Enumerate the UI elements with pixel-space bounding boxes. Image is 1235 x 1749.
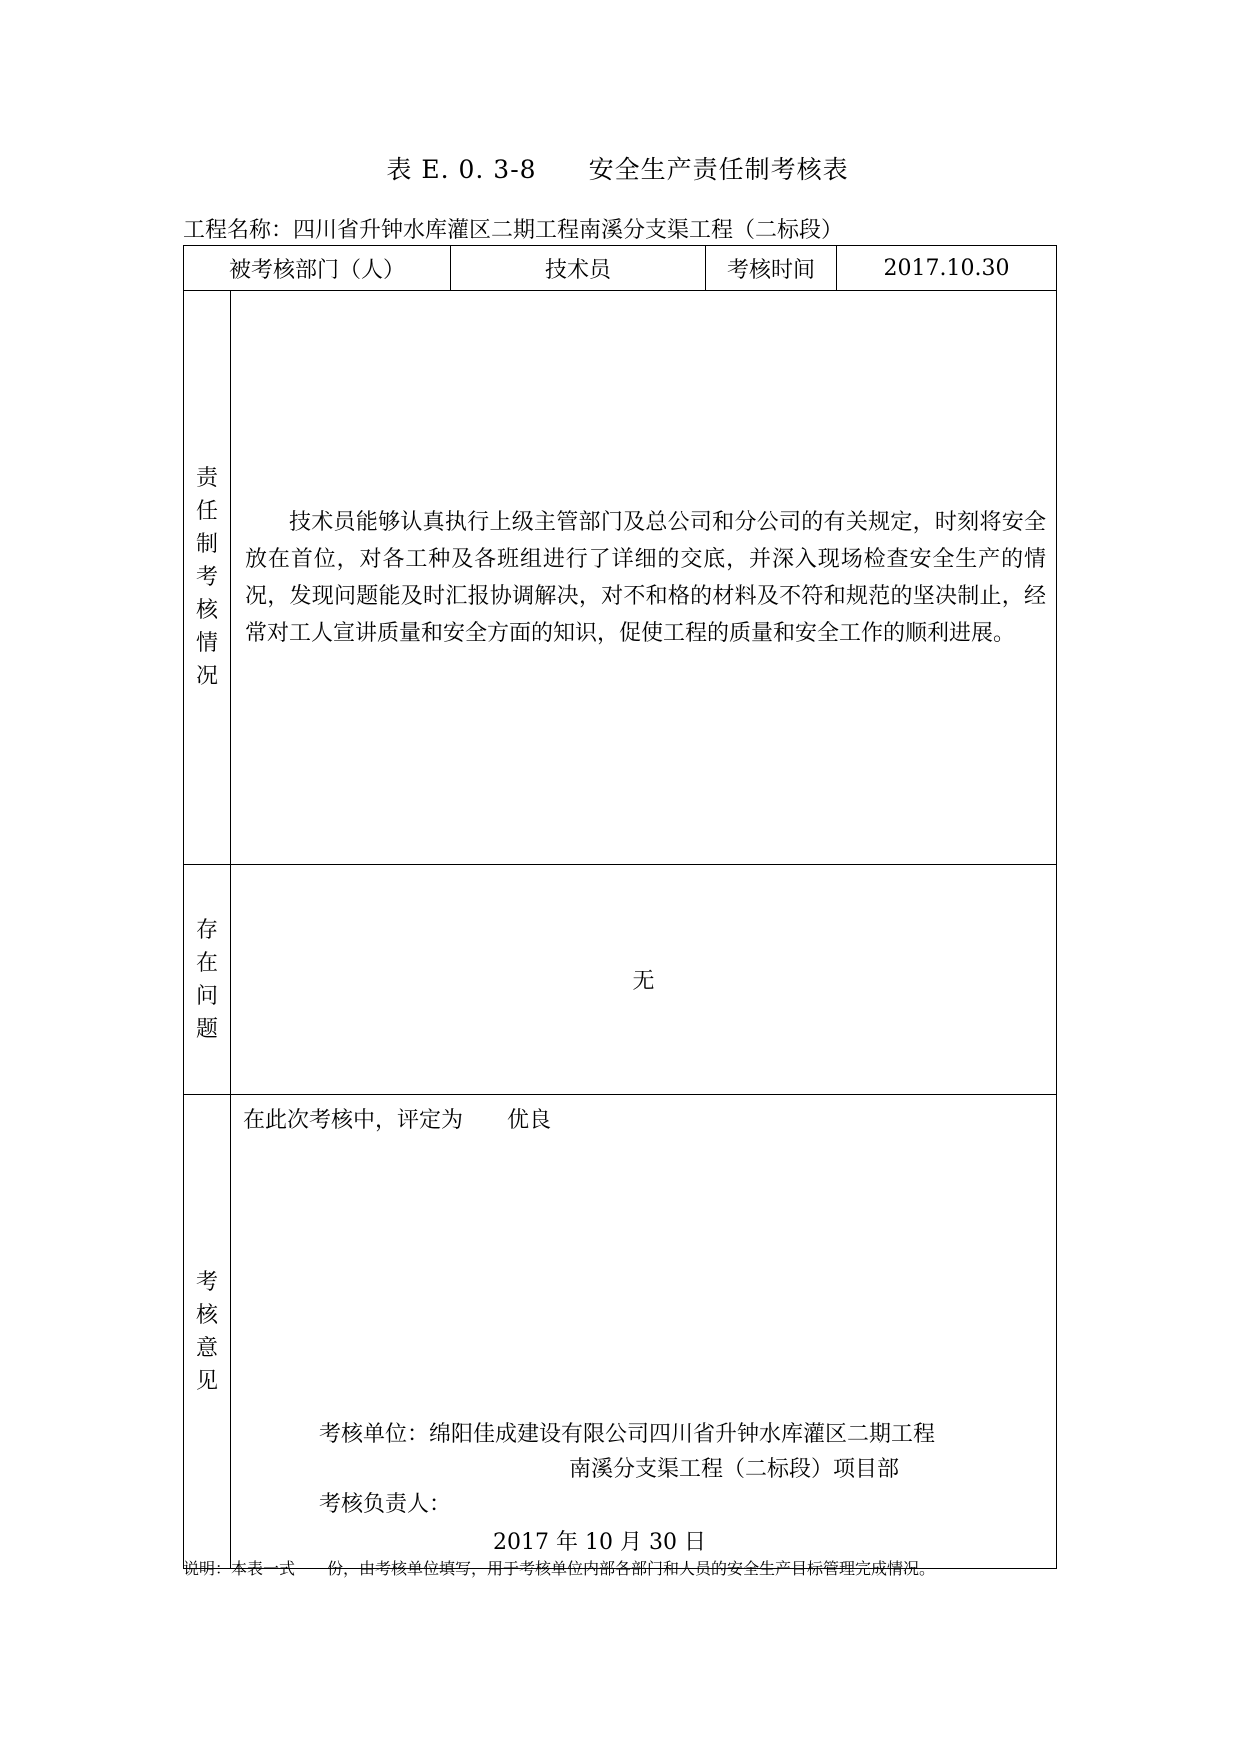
rating-line: 在此次考核中，评定为 优良 [243,1108,552,1133]
dept-value: 技术员 [451,246,706,291]
header-row [184,246,1057,291]
responsible-person: 考核负责人： [319,1492,452,1517]
problems-label: 存 在 问 题 [184,865,231,1095]
responsibility-text: 技术员能够认真执行上级主管部门及总公司和分公司的有关规定，时刻将安全放在首位，对各工种及各班组进行了详细的交底，并深入现场检查安全生产的情况，发现问题能及时汇报协调解决，对不和格的材料及不符和规范的坚决制止，经常对工人宣讲质量和安全方面的知识，促使工程的质量和安全工作的顺利进展。 [245,509,1047,646]
project-name: 工程名称：四川省升钟水库灌区二期工程南溪分支渠工程（二标段） [183,218,844,243]
opinion-row [184,1095,1057,1569]
problems-text: 无 [231,865,1057,1095]
dept-label: 被考核部门（人） [184,246,451,291]
opinion-content [231,1095,1057,1569]
time-value: 2017.10.30 [837,246,1057,291]
footnote: 说明：本表一式 份，由考核单位填写，用于考核单位内部各部门和人员的安全生产目标管理完成情况。 [183,1559,936,1578]
opinion-date: 2017 年 10 月 30 日 [493,1530,706,1555]
opinion-label: 考 核 意 见 [184,1095,231,1569]
page-title: 表 E. 0. 3-8 安全生产责任制考核表 [386,155,849,184]
problems-row [184,865,1057,1095]
assessment-table [183,245,1057,1569]
unit-line-2: 南溪分支渠工程（二标段）项目部 [569,1457,900,1482]
responsibility-label: 责 任 制 考 核 情 况 [184,291,231,865]
responsibility-content [231,291,1057,865]
time-label: 考核时间 [706,246,837,291]
responsibility-row [184,291,1057,865]
unit-line-1: 考核单位：绵阳佳成建设有限公司四川省升钟水库灌区二期工程 [319,1422,936,1447]
